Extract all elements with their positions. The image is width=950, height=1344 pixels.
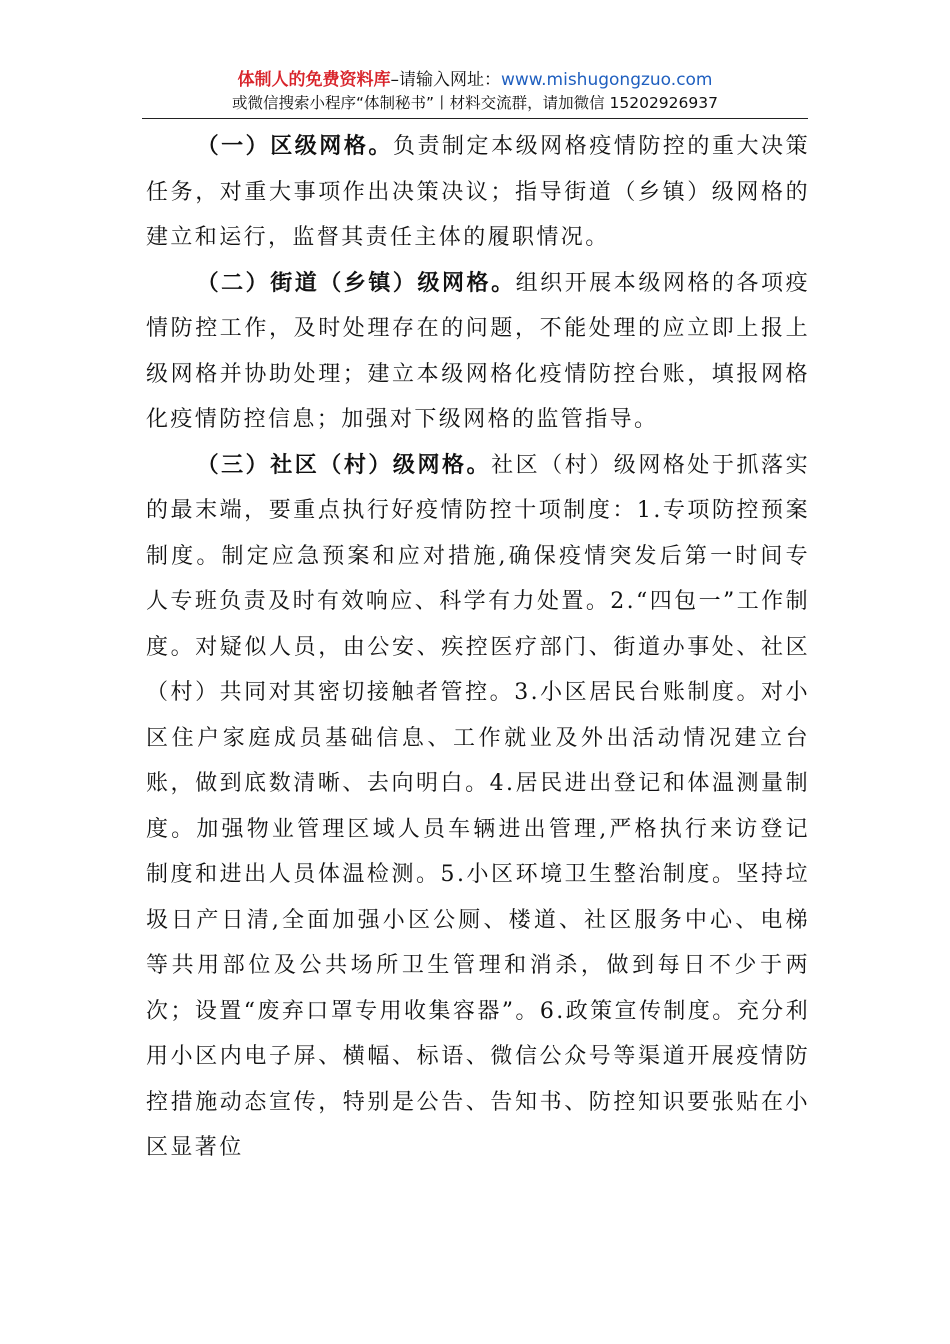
paragraph-district-grid: [146, 124, 810, 261]
paragraph-text: 负责制定本级网格疫情防控的重大决策任务，对重大事项作出决策决议；指导街道（乡镇）级网格的建立和运行，监督其责任主体的履职情况。: [146, 134, 810, 250]
header-brand: 体制人的免费资料库: [237, 70, 391, 90]
header-line-1: [0, 68, 950, 92]
header-url-link[interactable]: www.mishugongzuo.com: [500, 70, 713, 90]
paragraph-street-grid: [146, 261, 810, 443]
document-body: [146, 124, 810, 1171]
paragraph-lead: （三）社区（村）级网格。: [196, 451, 492, 478]
header-prompt: –请输入网址：: [390, 70, 501, 90]
paragraph-text: 组织开展本级网格的各项疫情防控工作，及时处理存在的问题，不能处理的应立即上报上级网格并协助处理；建立本级网格化疫情防控台账，填报网格化疫情防控信息；加强对下级网格的监管指导。: [146, 270, 810, 432]
paragraph-community-grid: [146, 443, 810, 1171]
header-divider: [142, 118, 808, 119]
header-line-2: 或微信搜索小程序“体制秘书”丨材料交流群，请加微信 15202926937: [232, 94, 718, 112]
paragraph-lead: （一）区级网格。: [196, 133, 393, 159]
page-header: [0, 68, 950, 114]
paragraph-text: 社区（村）级网格处于抓落实的最末端，要重点执行好疫情防控十项制度：1.专项防控预案制度。制定应急预案和应对措施,确保疫情突发后第一时间专人专班负责及时有效响应、科学有力处置。2.“四包一”工作制度。对疑似人员，由公安、疾控医疗部门、街道办事处、社区（村）共同对其密切接触者管控。3.小区居民台账制度。对小区住户家庭成员基础信息、工作就业及外出活动情况建立台账，做到底数清晰、去向明白。4.居民进出登记和体温测量制度。加强物业管理区域人员车辆进出管理,严格执行来访登记制度和进出人员体温检测。5.小区环境卫生整治制度。坚持垃圾日产日清,全面加强小区公厕、楼道、社区服务中心、电梯等共用部位及公共场所卫生管理和消杀，做到每日不少于两次；设置“废弃口罩专用收集容器”。6.政策宣传制度。充分利用小区内电子屏、横幅、标语、微信公众号等渠道开展疫情防控措施动态宣传，特别是公告、告知书、防控知识要张贴在小区显著位: [146, 452, 810, 1160]
paragraph-lead: （二）街道（乡镇）级网格。: [196, 269, 516, 296]
